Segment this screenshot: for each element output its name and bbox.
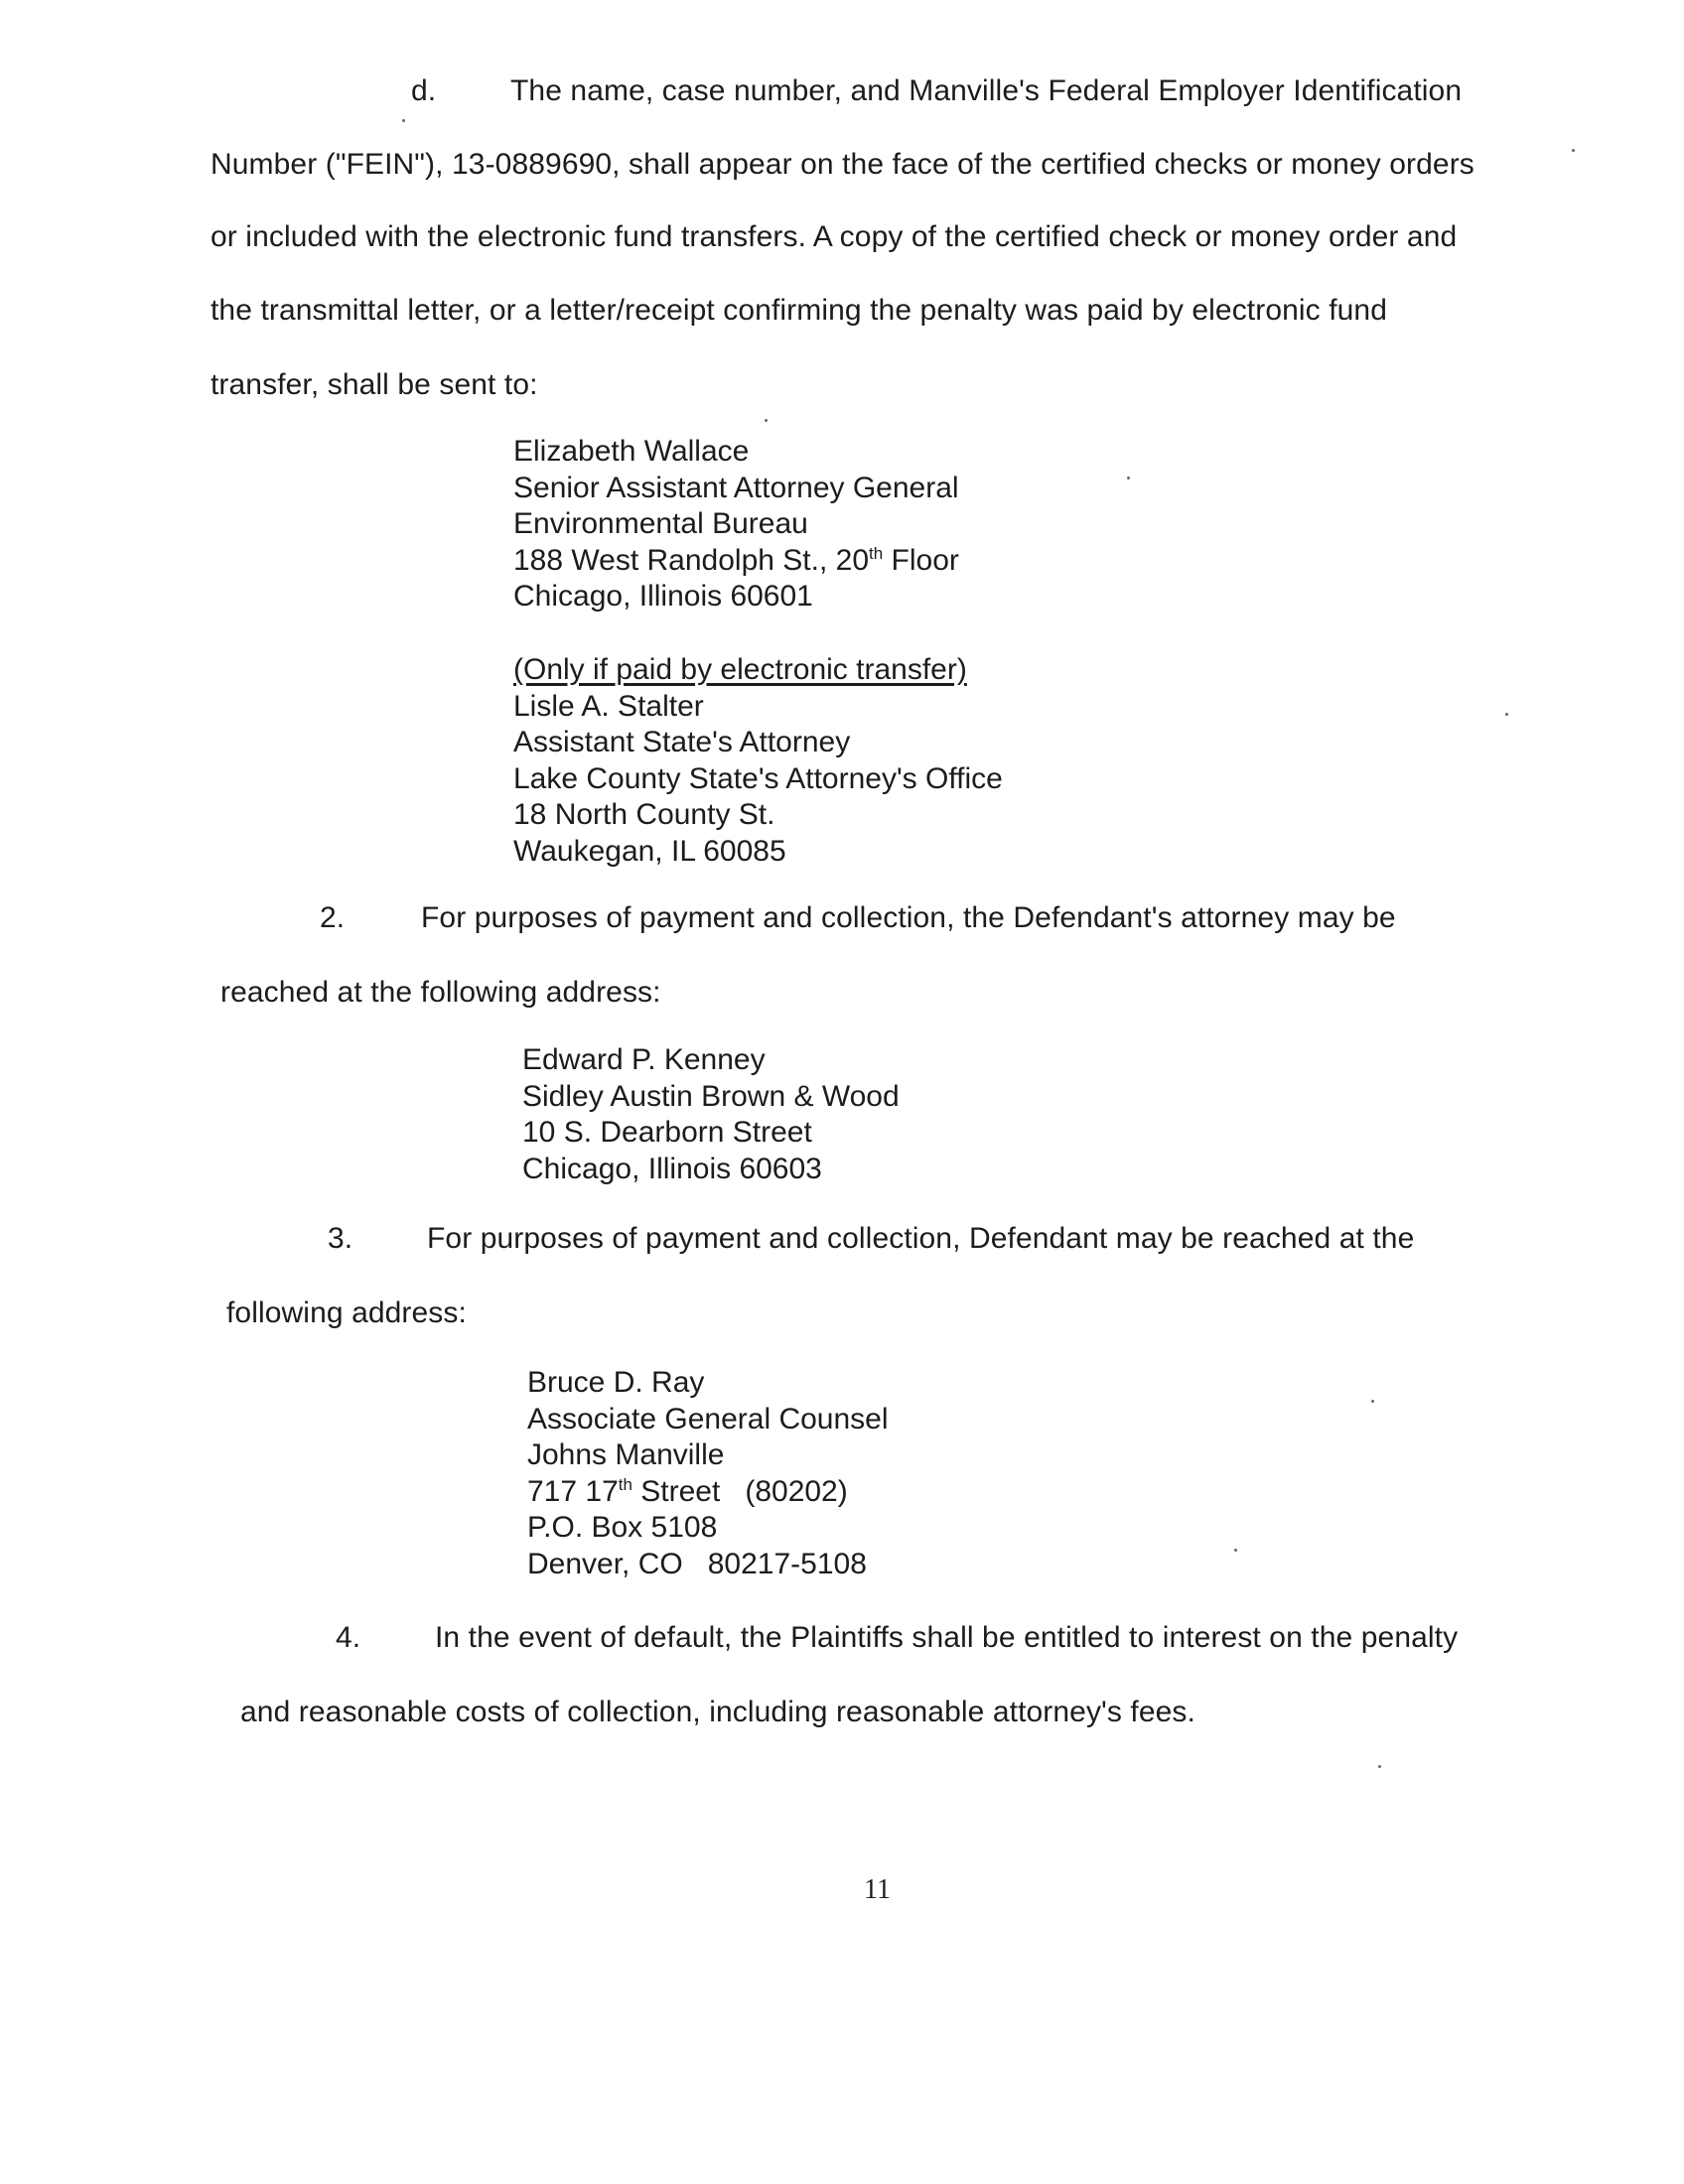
subparagraph-marker: d.	[411, 74, 437, 107]
address-title: Assistant State's Attorney	[513, 726, 851, 759]
address-city: Waukegan, IL 60085	[513, 834, 786, 868]
address-street: 717 17th Street (80202)	[527, 1474, 848, 1508]
paragraph-line: The name, case number, and Manville's Federal Employer Identification	[510, 74, 1463, 107]
paragraph-line: In the event of default, the Plaintiffs shall be entitled to interest on the penalty	[435, 1621, 1459, 1654]
address-firm: Sidley Austin Brown & Wood	[522, 1079, 900, 1113]
address-company: Johns Manville	[527, 1438, 725, 1472]
address-office: Lake County State's Attorney's Office	[513, 761, 1003, 795]
paragraph-line: Number ("FEIN"), 13-0889690, shall appear on the face of the certified checks or money orders	[210, 148, 1474, 181]
paragraph-line: For purposes of payment and collection, Defendant may be reached at the	[427, 1222, 1415, 1255]
paragraph-line: following address:	[226, 1297, 467, 1329]
paragraph-line: the transmittal letter, or a letter/receipt confirming the penalty was paid by electronic fund	[210, 294, 1387, 327]
address-name: Bruce D. Ray	[527, 1366, 705, 1399]
scan-speck	[1371, 1400, 1374, 1403]
page-number: 11	[864, 1874, 891, 1905]
address-note: (Only if paid by electronic transfer)	[513, 653, 967, 686]
address-city: Chicago, Illinois 60601	[513, 580, 813, 614]
address-name: Edward P. Kenney	[522, 1043, 766, 1076]
paragraph-line: transfer, shall be sent to:	[210, 368, 538, 401]
paragraph-number: 2.	[320, 901, 346, 934]
address-name: Elizabeth Wallace	[513, 435, 750, 468]
paragraph-number: 3.	[328, 1222, 353, 1255]
paragraph-line: For purposes of payment and collection, the Defendant's attorney may be	[421, 901, 1396, 934]
paragraph-number: 4.	[336, 1621, 361, 1654]
address-pobox: P.O. Box 5108	[527, 1511, 718, 1545]
scan-speck	[1572, 149, 1575, 152]
address-block-ray	[527, 1365, 889, 1583]
address-city: Denver, CO 80217-5108	[527, 1547, 867, 1580]
address-title: Associate General Counsel	[527, 1402, 889, 1435]
scan-speck	[1234, 1549, 1237, 1552]
address-block-wallace	[513, 434, 959, 615]
paragraph-line: and reasonable costs of collection, including reasonable attorney's fees.	[240, 1696, 1195, 1728]
scan-speck	[402, 119, 405, 122]
scan-speck	[765, 419, 768, 422]
address-block-stalter	[513, 652, 1003, 871]
address-name: Lisle A. Stalter	[513, 689, 704, 723]
scan-speck	[1505, 713, 1508, 716]
scan-speck	[1127, 477, 1130, 479]
address-title: Senior Assistant Attorney General	[513, 471, 959, 504]
address-street: 10 S. Dearborn Street	[522, 1116, 812, 1150]
address-street: 18 North County St.	[513, 798, 775, 832]
address-city: Chicago, Illinois 60603	[522, 1152, 822, 1185]
address-street: 188 West Randolph St., 20th Floor	[513, 543, 959, 577]
paragraph-line: or included with the electronic fund transfers. A copy of the certified check or money order and	[210, 220, 1458, 253]
scan-speck	[1378, 1765, 1381, 1768]
paragraph-line: reached at the following address:	[220, 976, 661, 1009]
address-office: Environmental Bureau	[513, 507, 808, 541]
address-block-kenney	[522, 1042, 900, 1187]
